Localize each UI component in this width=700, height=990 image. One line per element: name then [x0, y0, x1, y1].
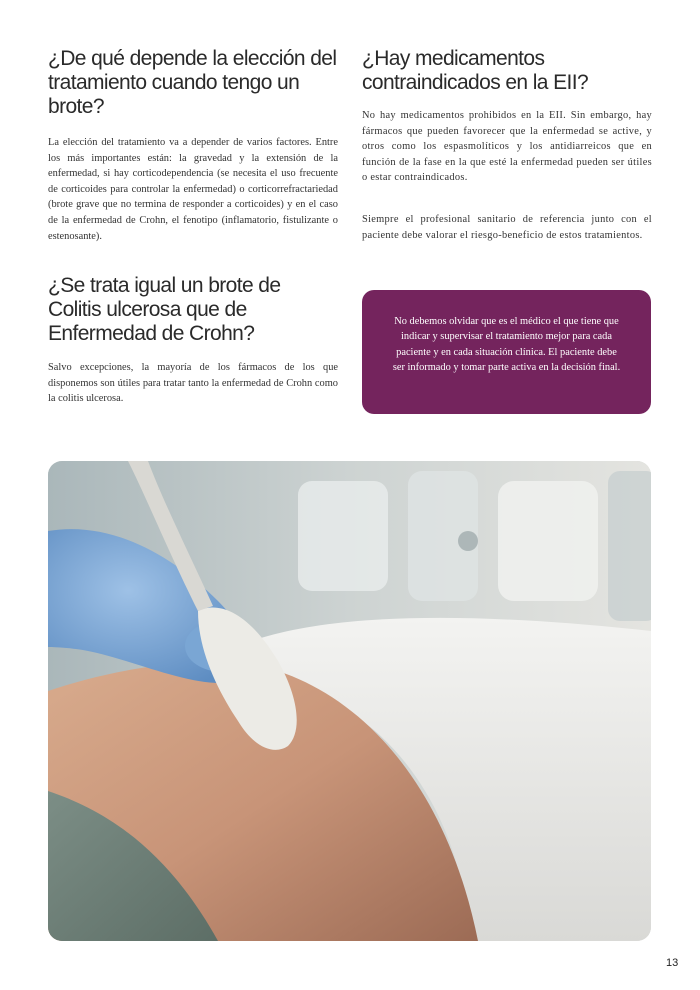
- paragraph-contraindicated-drugs: No hay medicamentos prohibidos en la EII. Sin embargo, hay fármacos que pueden favorecer que la enfermedad se active, y otros como los espasmolíticos y los antidiarreicos que en función de la fase en la que esté la enfermedad pueden ser útiles o estar contraindicados.: [362, 110, 652, 184]
- heading-colitis-vs-crohn: ¿Se trata igual un brote de Colitis ulcerosa que de Enfermedad de Crohn?: [48, 274, 281, 345]
- paragraph-risk-benefit: Siempre el profesional sanitario de referencia junto con el paciente debe valorar el riesgo-beneficio de estos tratamientos.: [362, 214, 652, 241]
- callout-box: [362, 290, 651, 414]
- page-number: 13: [666, 957, 679, 969]
- callout-text: No debemos olvidar que es el médico el que tiene que indicar y supervisar el tratamiento mejor para cada paciente y en cada situación clínica. El paciente debe ser informado y tomar parte activa en la decisión final.: [392, 316, 621, 374]
- heading-treatment-choice: ¿De qué depende la elección del tratamiento cuando tengo un brote?: [48, 47, 337, 118]
- paragraph-treatment-choice: La elección del tratamiento va a depender de varios factores. Entre los más importantes están: la gravedad y la extensión de la enfermedad, si hay corticodependencia (se necesita el uso frecuente de corticoides para controlar la enfermedad) o corticorrefractariedad (brote grave que no termina de responder a corticoides) y en el caso de la enfermedad de Crohn, el fenotipo (inflamatorio, fistulizante o estenosante).: [48, 137, 338, 242]
- ultrasound-photo: [48, 461, 651, 941]
- paragraph-colitis-vs-crohn: Salvo excepciones, la mayoría de los fármacos de los que disponemos son útiles para tratar tanto la enfermedad de Crohn como la colitis ulcerosa.: [48, 362, 338, 405]
- heading-contraindicated-drugs: ¿Hay medicamentos contraindicados en la EII?: [362, 47, 589, 94]
